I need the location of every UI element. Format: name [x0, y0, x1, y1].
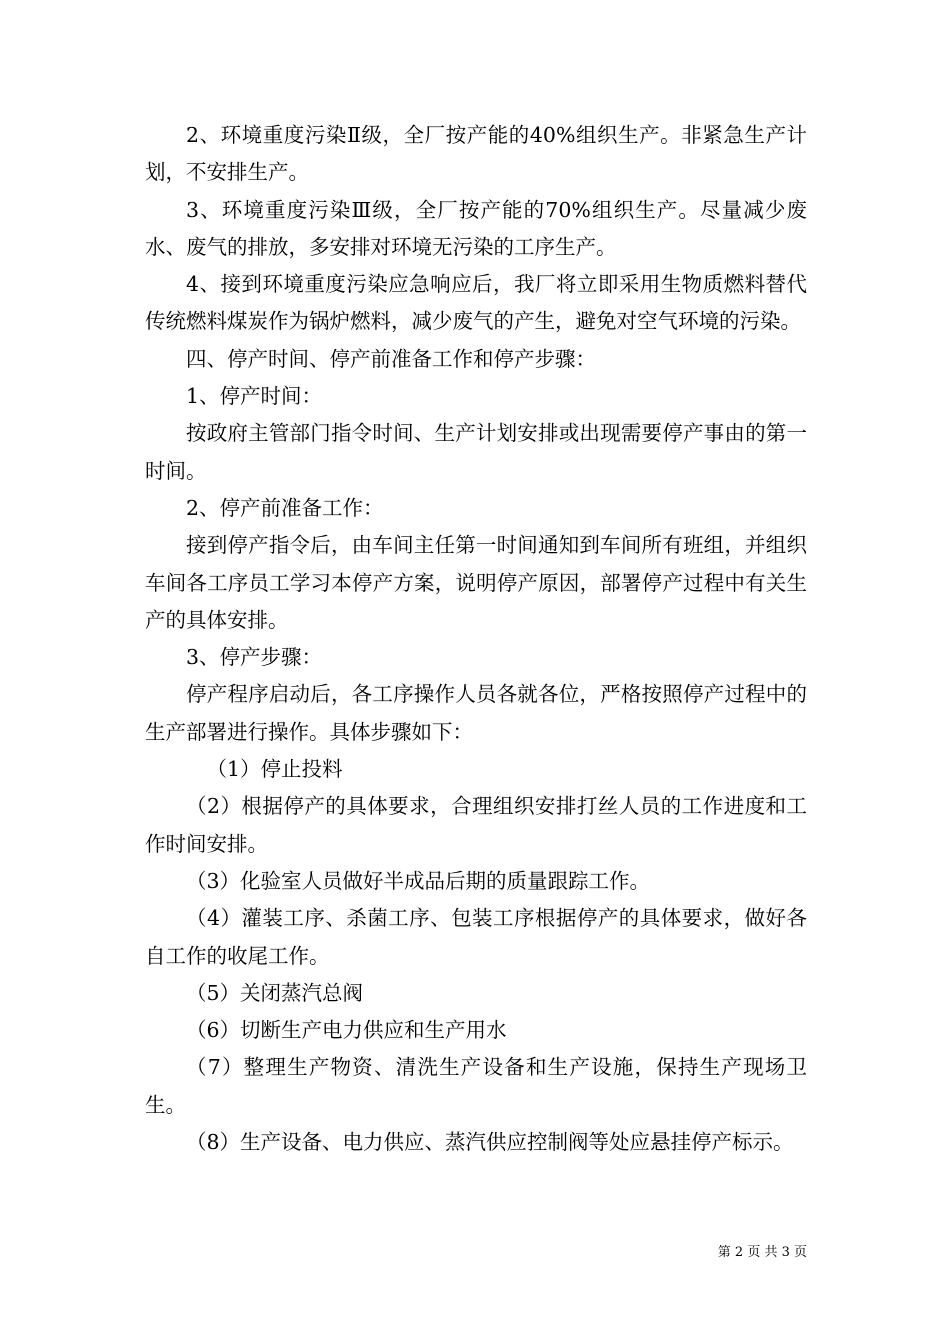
document-body — [145, 117, 807, 1161]
paragraph-preparation: 接到停产指令后，由车间主任第一时间通知到车间所有班组，并组织车间各工序员工学习本停产方案，说明停产原因，部署停产过程中有关生产的具体安排。 — [145, 533, 807, 632]
step-item-7: （7）整理生产物资、清洗生产设备和生产设施，保持生产现场卫生。 — [145, 1055, 807, 1117]
step-item-2: （2）根据停产的具体要求，合理组织安排打丝人员的工作进度和工作时间安排。 — [145, 794, 807, 856]
step-item-6: （6）切断生产电力供应和生产用水 — [186, 1018, 507, 1043]
paragraph-pollution-level-3: 3、环境重度污染Ⅲ级，全厂按产能的70%组织生产。尽量减少废水、废气的排放，多安排对环境无污染的工序生产。 — [145, 197, 807, 259]
subheading-shutdown-time: 1、停产时间： — [186, 384, 323, 409]
step-item-1: （1）停止投料 — [206, 757, 343, 782]
subheading-shutdown-steps: 3、停产步骤： — [186, 645, 323, 670]
step-item-4: （4）灌装工序、杀菌工序、包装工序根据停产的具体要求，做好各自工作的收尾工作。 — [145, 906, 807, 968]
step-item-3: （3）化验室人员做好半成品后期的质量跟踪工作。 — [186, 868, 651, 893]
subheading-preparation: 2、停产前准备工作： — [186, 495, 384, 520]
step-item-8: （8）生产设备、电力供应、蒸汽供应控制阀等处应悬挂停产标示。 — [186, 1130, 794, 1155]
section-heading-shutdown: 四、停产时间、停产前准备工作和停产步骤： — [186, 346, 596, 371]
page-number-footer: 第 2 页 共 3 页 — [717, 1245, 807, 1260]
paragraph-emergency-response: 4、接到环境重度污染应急响应后，我厂将立即采用生物质燃料替代传统燃料煤炭作为锅炉燃料，减少废气的产生，避免对空气环境的污染。 — [145, 272, 807, 334]
paragraph-shutdown-time: 按政府主管部门指令时间、生产计划安排或出现需要停产事由的第一时间。 — [145, 421, 807, 483]
paragraph-shutdown-steps: 停产程序启动后，各工序操作人员各就各位，严格按照停产过程中的生产部署进行操作。具体步骤如下： — [145, 682, 807, 744]
paragraph-pollution-level-2: 2、环境重度污染Ⅱ级，全厂按产能的40%组织生产。非紧急生产计划，不安排生产。 — [145, 123, 807, 185]
step-item-5: （5）关闭蒸汽总阀 — [186, 980, 364, 1005]
